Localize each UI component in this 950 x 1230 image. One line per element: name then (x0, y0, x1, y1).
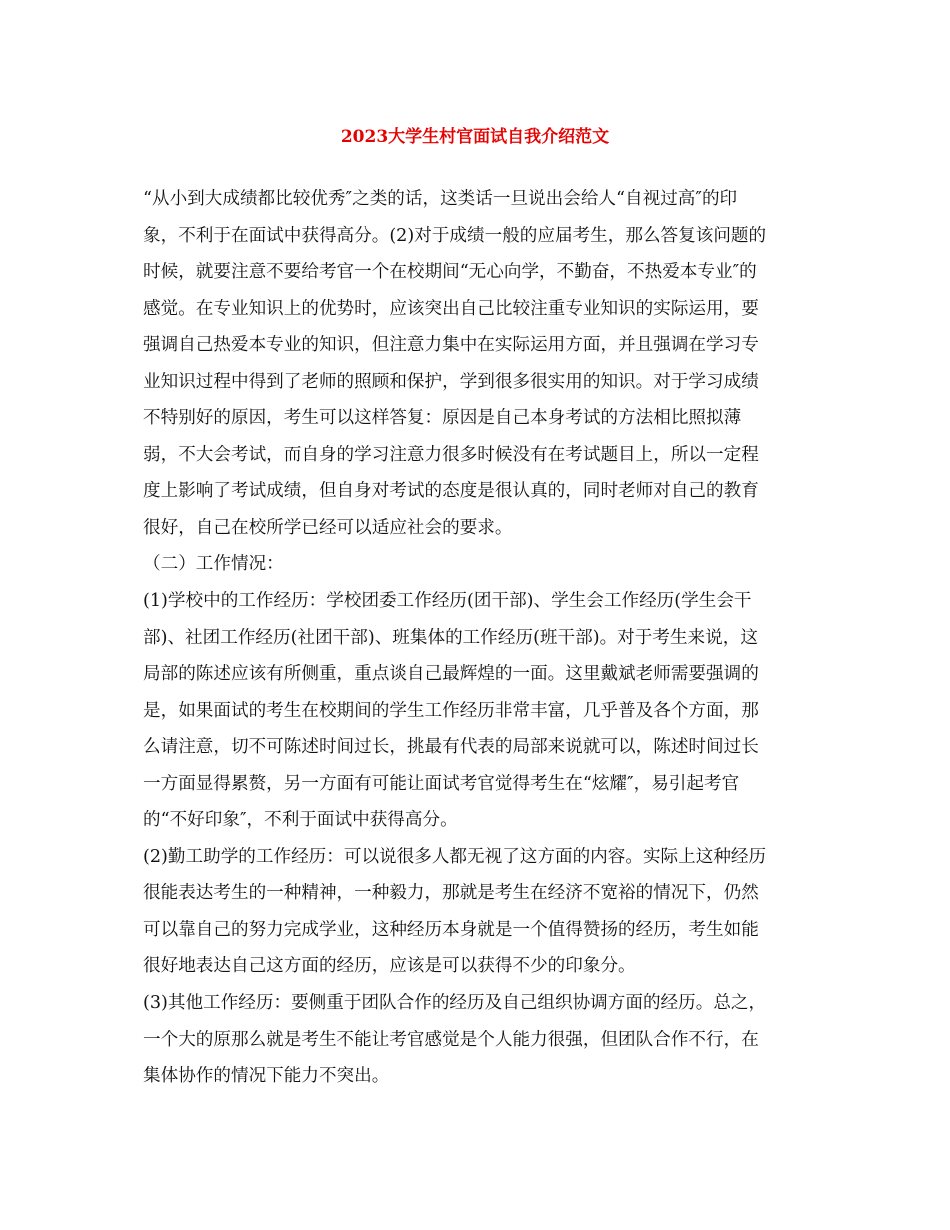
body-line: 集体协作的情况下能力不突出。 (143, 1066, 390, 1087)
body-line: 感觉。在专业知识上的优势时，应该突出自己比较注重专业知识的实际运用，要 (143, 298, 759, 319)
body-line: 时候，就要注意不要给考官一个在校期间“无心向学，不勤奋，不热爱本专业″的 (143, 262, 757, 283)
body-line: 业知识过程中得到了老师的照顾和保护，学到很多很实用的知识。对于学习成绩 (143, 371, 759, 392)
document-title: 2023大学生村官面试自我介绍范文 (340, 127, 610, 147)
body-line: 部)、社团工作经历(社团干部)、班集体的工作经历(班干部)。对于考生来说，这 (143, 627, 758, 648)
body-line: (1)学校中的工作经历：学校团委工作经历(团干部)、学生会工作经历(学生会干 (143, 591, 752, 612)
body-line: 一个大的原那么就是考生不能让考官感觉是个人能力很强，但团队合作不行，在 (143, 1029, 759, 1050)
body-line: 强调自己热爱本专业的知识，但注意力集中在实际运用方面，并且强调在学习专 (143, 335, 759, 356)
body-line: 不特别好的原因，考生可以这样答复：原因是自己本身考试的方法相比照拟薄 (143, 408, 742, 429)
body-line: (3)其他工作经历：要侧重于团队合作的经历及自己组织协调方面的经历。总之， (143, 993, 767, 1014)
body-line: 可以靠自己的努力完成学业，这种经历本身就是一个值得赞扬的经历，考生如能 (143, 919, 759, 940)
body-line: 一方面显得累赘，另一方面有可能让面试考官觉得考生在“炫耀″，易引起考官 (143, 773, 740, 794)
body-line: 很好，自己在校所学已经可以适应社会的要求。 (143, 517, 513, 538)
body-line: 局部的陈述应该有所侧重，重点谈自己最辉煌的一面。这里戴斌老师需要强调的 (143, 664, 759, 685)
body-line: “从小到大成绩都比较优秀″之类的话，这类话一旦说出会给人“自视过高″的印 (143, 189, 738, 209)
body-line: 么请注意，切不可陈述时间过长，挑最有代表的局部来说就可以，陈述时间过长 (143, 737, 759, 758)
body-line: 是，如果面试的考生在校期间的学生工作经历非常丰富，几乎普及各个方面，那 (143, 700, 759, 721)
document-body (143, 181, 811, 1095)
body-line: 的“不好印象″，不利于面试中获得高分。 (143, 810, 458, 831)
body-line: 象，不利于在面试中获得高分。(2)对于成绩一般的应届考生，那么答复该问题的 (143, 225, 767, 246)
body-line: 很能表达考生的一种精神，一种毅力，那就是考生在经济不宽裕的情况下，仍然 (143, 883, 759, 904)
body-line: 弱，不大会考试，而自身的学习注意力很多时候没有在考试题目上，所以一定程 (143, 444, 759, 465)
section-heading: （二）工作情况： (143, 554, 284, 575)
body-line: 很好地表达自己这方面的经历，应该是可以获得不少的印象分。 (143, 956, 636, 977)
body-line: (2)勤工助学的工作经历：可以说很多人都无视了这方面的内容。实际上这种经历 (143, 846, 767, 867)
body-line: 度上影响了考试成绩，但自身对考试的态度是很认真的，同时老师对自己的教育 (143, 481, 759, 502)
